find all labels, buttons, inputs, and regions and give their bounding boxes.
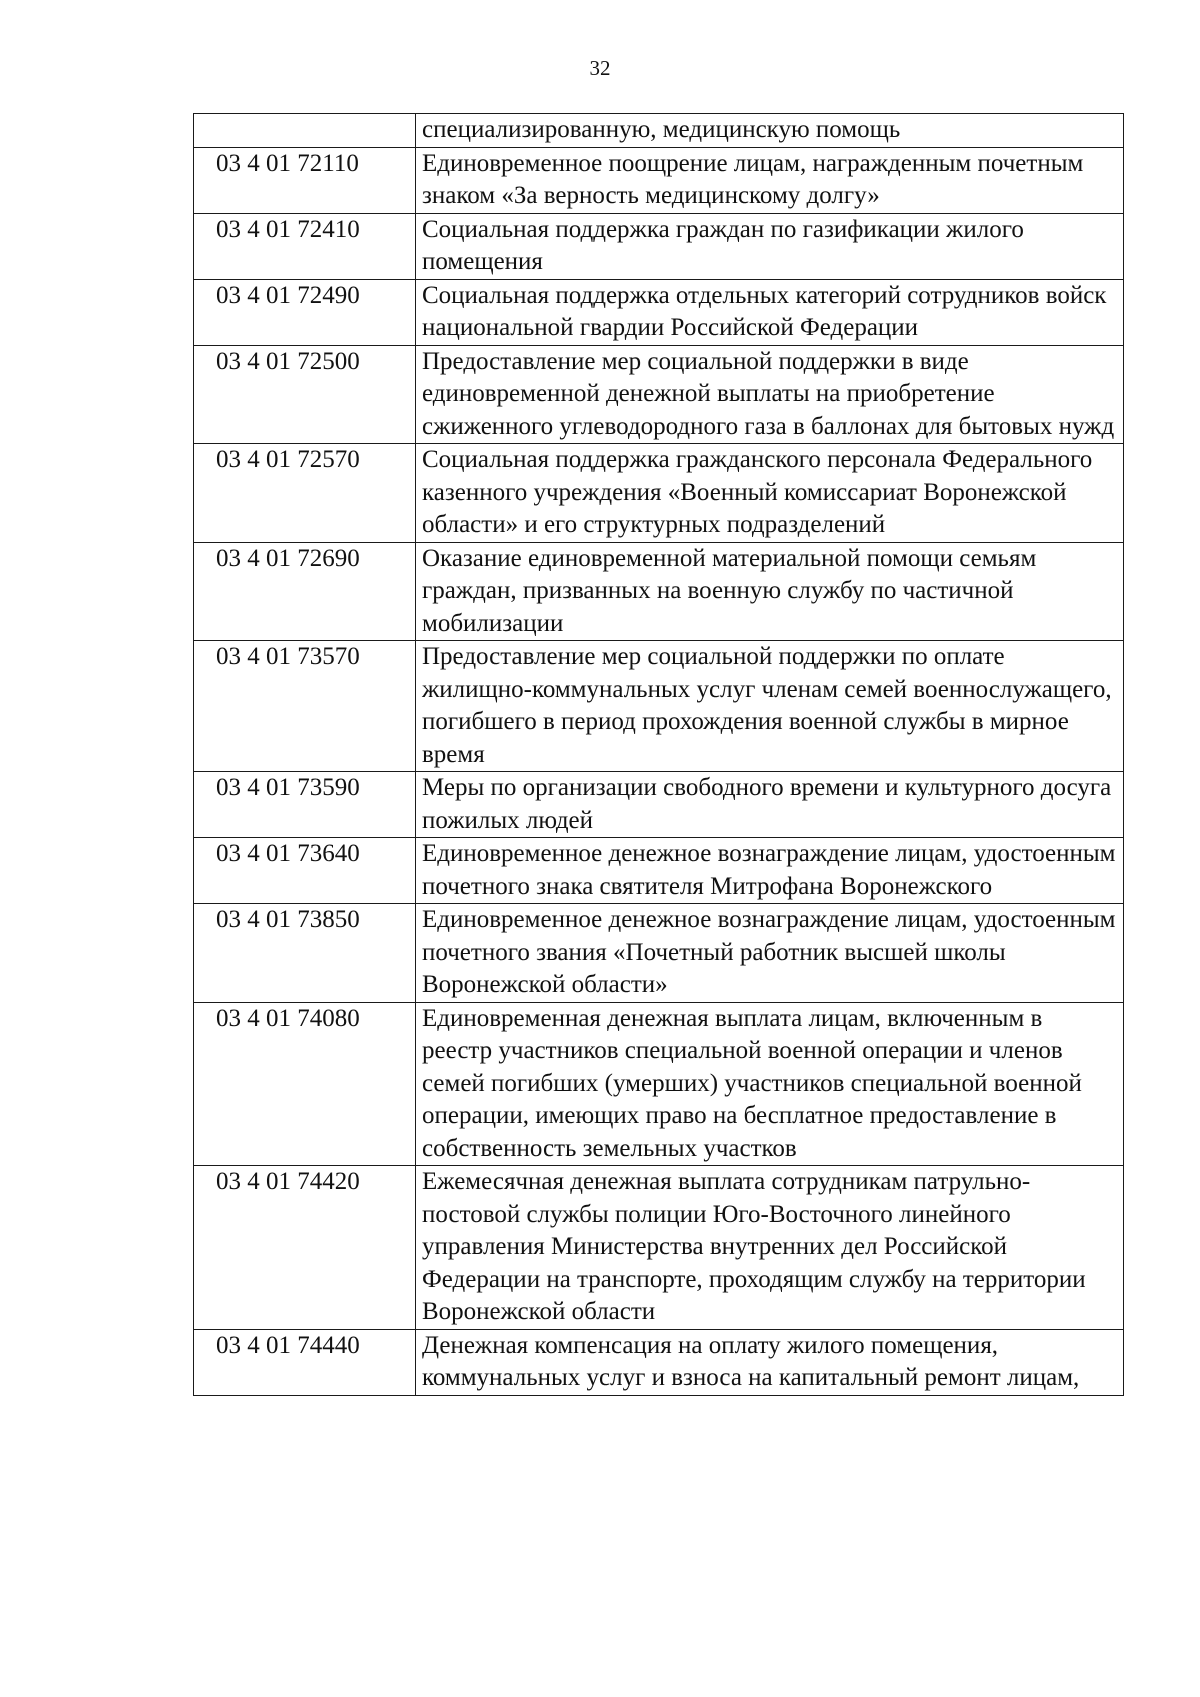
table-body: [194, 114, 1124, 1396]
row-description: Предоставление мер социальной поддержки в виде единовременной денежной выплаты на приобретение сжиженного углеводородного газа в баллонах для бытовых нужд: [416, 345, 1124, 444]
row-description: Единовременная денежная выплата лицам, включенным в реестр участников специальной военной операции и членов семей погибших (умерших) участников специальной военной операции, имеющих право на бесплатное предоставление в собственность земельных участков: [416, 1002, 1124, 1166]
table-row: [194, 114, 1124, 148]
row-code: 03 4 01 72490: [194, 279, 416, 345]
row-description: Единовременное поощрение лицам, награжденным почетным знаком «За верность медицинскому долгу»: [416, 147, 1124, 213]
page-number: 32: [589, 56, 611, 80]
row-code: 03 4 01 74440: [194, 1329, 416, 1395]
row-code: 03 4 01 74080: [194, 1002, 416, 1166]
row-code: 03 4 01 72570: [194, 444, 416, 543]
table-row: [194, 772, 1124, 838]
table-row: [194, 1166, 1124, 1330]
row-code: 03 4 01 72690: [194, 542, 416, 641]
row-code: 03 4 01 72500: [194, 345, 416, 444]
row-description: Социальная поддержка граждан по газификации жилого помещения: [416, 213, 1124, 279]
row-code: [194, 114, 416, 148]
row-description: специализированную, медицинскую помощь: [416, 114, 1124, 148]
row-description: Предоставление мер социальной поддержки по оплате жилищно-коммунальных услуг членам семей военнослужащего, погибшего в период прохождения военной службы в мирное время: [416, 641, 1124, 772]
row-code: 03 4 01 74420: [194, 1166, 416, 1330]
table-row: [194, 904, 1124, 1003]
table-row: [194, 1002, 1124, 1166]
table-row: [194, 641, 1124, 772]
row-description: Денежная компенсация на оплату жилого помещения, коммунальных услуг и взноса на капитальный ремонт лицам,: [416, 1329, 1124, 1395]
row-description: Единовременное денежное вознаграждение лицам, удостоенным почетного знака святителя Митрофана Воронежского: [416, 838, 1124, 904]
row-code: 03 4 01 73570: [194, 641, 416, 772]
table-row: [194, 147, 1124, 213]
table-row: [194, 444, 1124, 543]
row-code: 03 4 01 72410: [194, 213, 416, 279]
row-description: Социальная поддержка гражданского персонала Федерального казенного учреждения «Военный комиссариат Воронежской области» и его структурных подразделений: [416, 444, 1124, 543]
row-code: 03 4 01 73850: [194, 904, 416, 1003]
row-description: Единовременное денежное вознаграждение лицам, удостоенным почетного звания «Почетный работник высшей школы Воронежской области»: [416, 904, 1124, 1003]
row-code: 03 4 01 73590: [194, 772, 416, 838]
table-row: [194, 542, 1124, 641]
row-description: Ежемесячная денежная выплата сотрудникам патрульно-постовой службы полиции Юго-Восточного линейного управления Министерства внутренних дел Российской Федерации на транспорте, проходящим службу на территории Воронежской области: [416, 1166, 1124, 1330]
row-code: 03 4 01 72110: [194, 147, 416, 213]
row-description: Оказание единовременной материальной помощи семьям граждан, призванных на военную службу по частичной мобилизации: [416, 542, 1124, 641]
table-row: [194, 213, 1124, 279]
table-row: [194, 345, 1124, 444]
row-description: Социальная поддержка отдельных категорий сотрудников войск национальной гвардии Российской Федерации: [416, 279, 1124, 345]
budget-codes-table: [193, 113, 1124, 1396]
table-row: [194, 279, 1124, 345]
table-row: [194, 1329, 1124, 1395]
row-description: Меры по организации свободного времени и культурного досуга пожилых людей: [416, 772, 1124, 838]
table-row: [194, 838, 1124, 904]
row-code: 03 4 01 73640: [194, 838, 416, 904]
